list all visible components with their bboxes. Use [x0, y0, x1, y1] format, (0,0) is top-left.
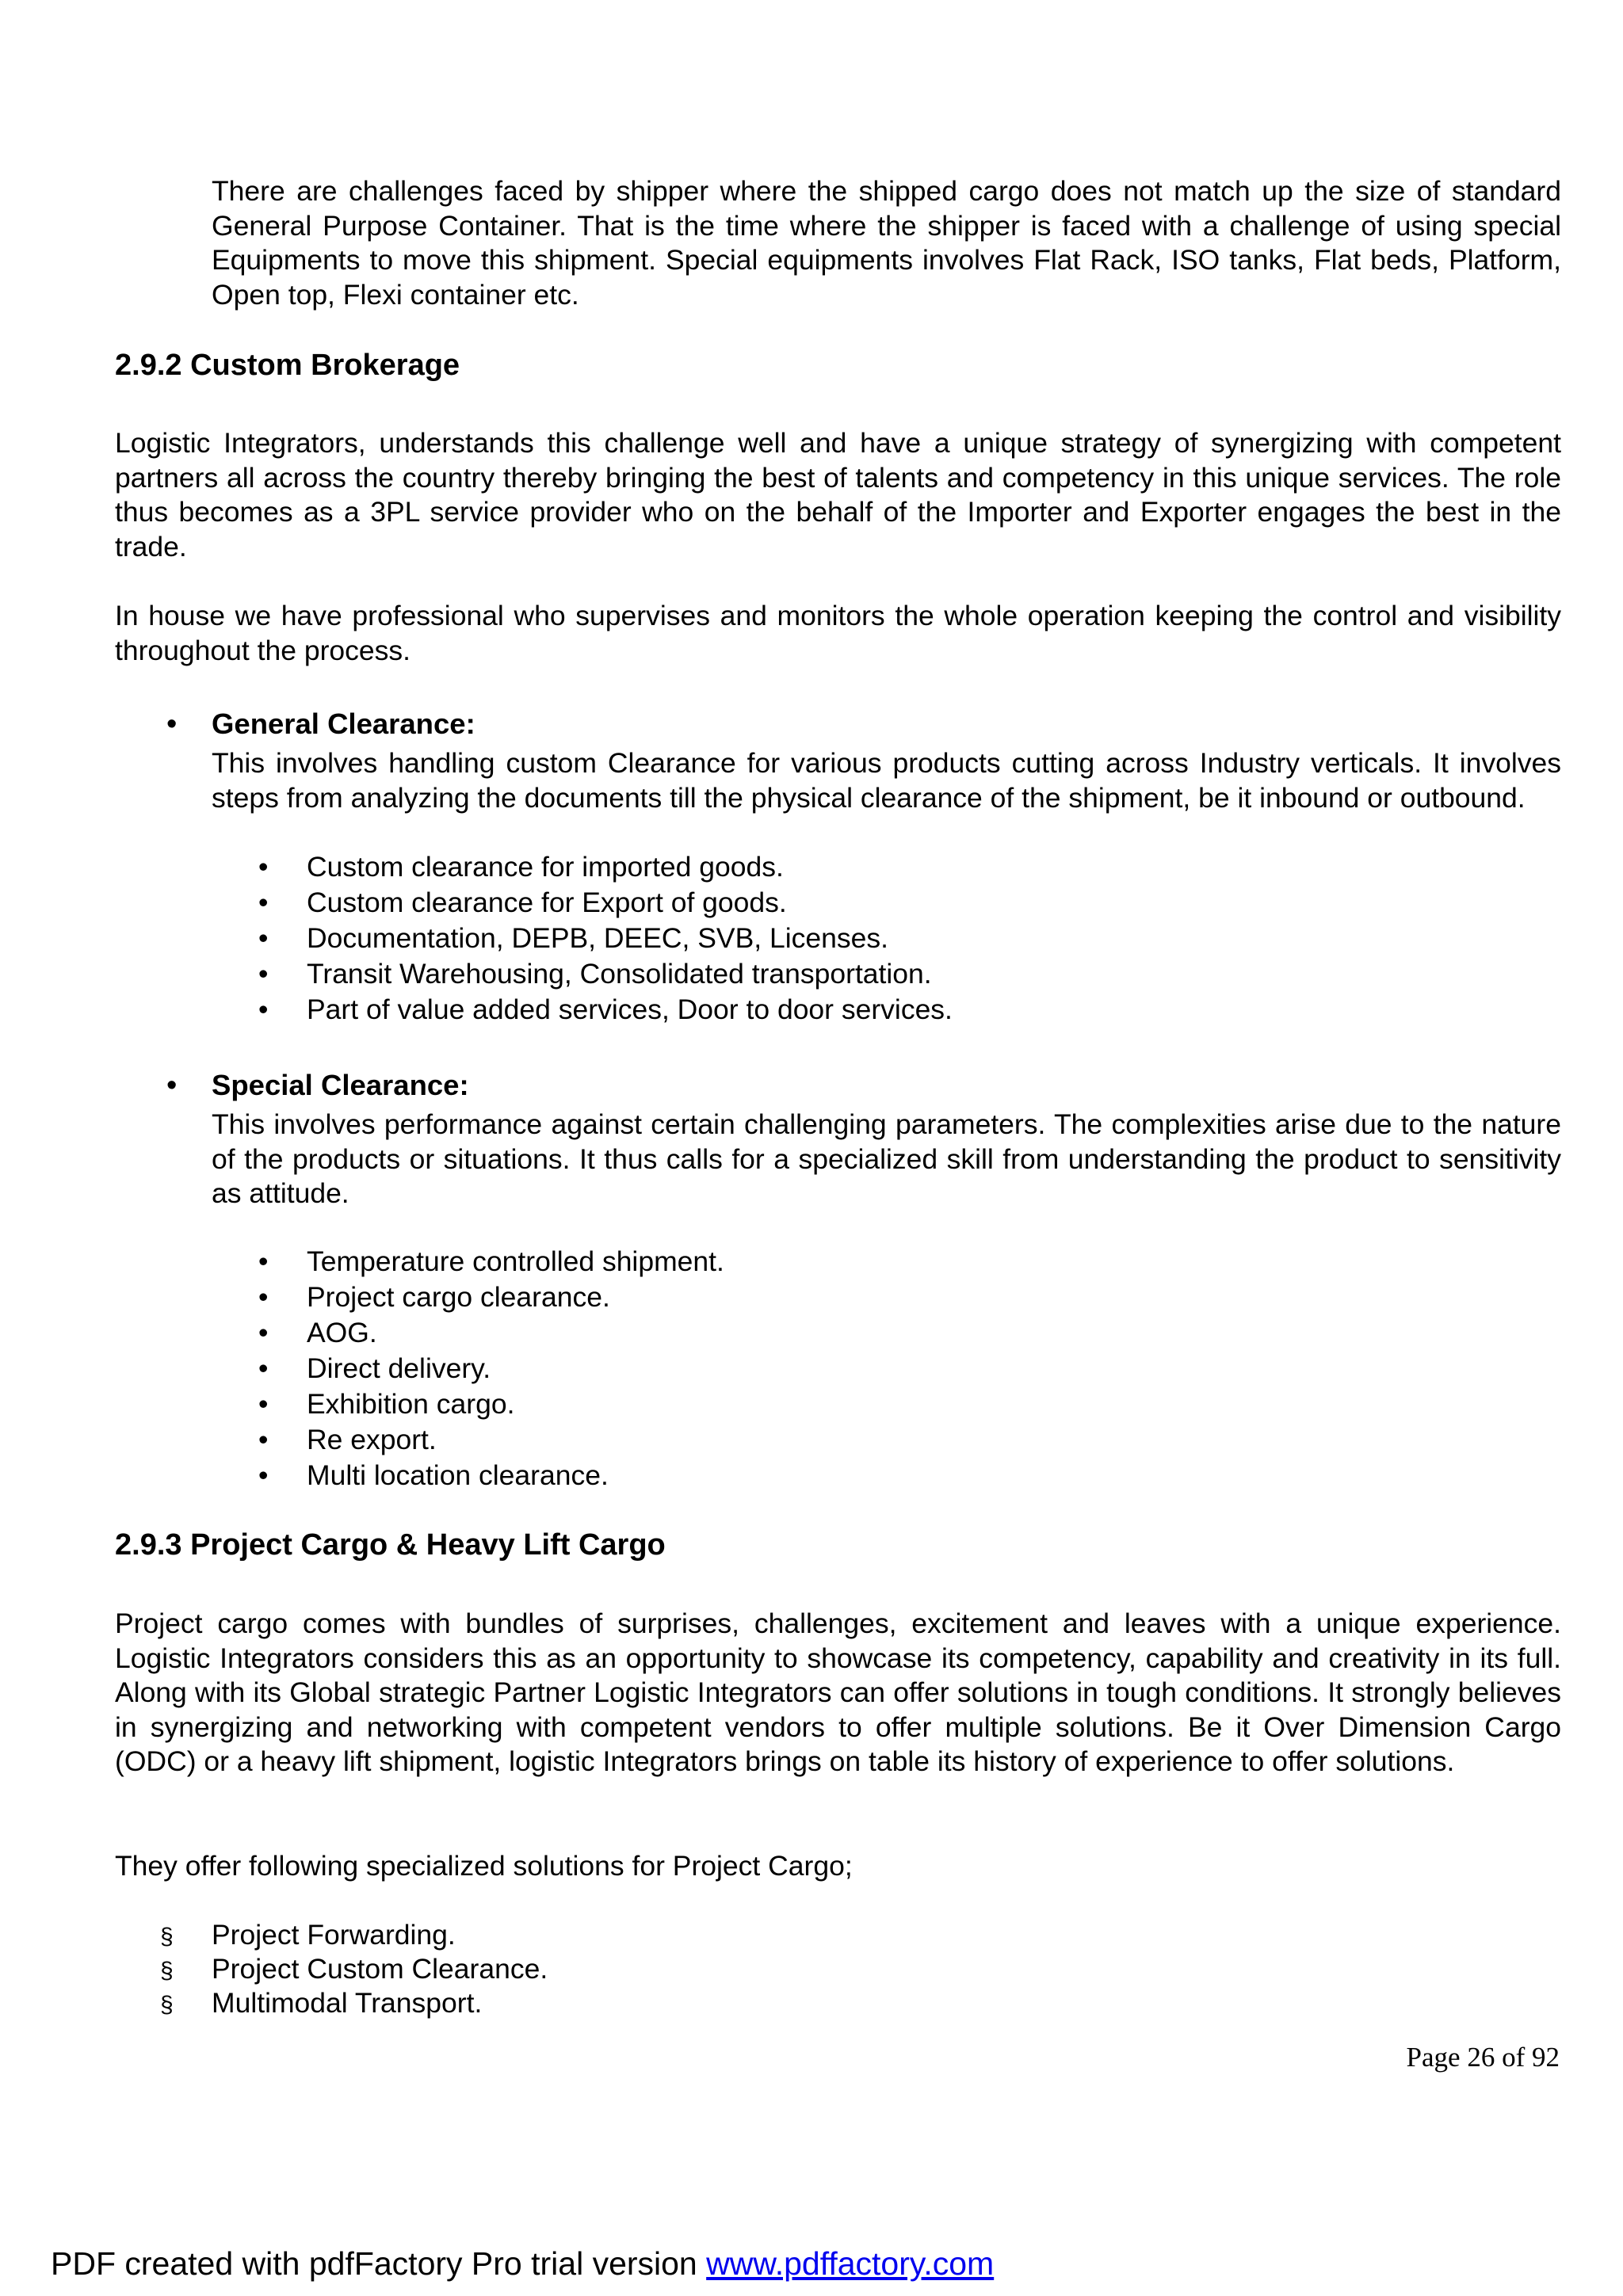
list-item [0, 1386, 1623, 1422]
project-cargo-paragraph-1: Project cargo comes with bundles of surprises, challenges, excitement and leaves with a unique experience. Logistic Integrators considers this as an opportunity to showcase its competency, capability and creativity in its full. Along with its Global strategic Partner Logistic Integrators can offer solutions in tough conditions. It strongly believes in synergizing and networking with competent vendors to offer multiple solutions. Be it Over Dimension Cargo (ODC) or a heavy lift shipment, logistic Integrators brings on table its history of experience to offer solutions. [115, 1608, 1561, 1777]
bullet-icon: • [166, 707, 178, 741]
list-item-text: Temperature controlled shipment. [307, 1245, 724, 1277]
bullet-icon: • [258, 1424, 269, 1455]
list-item [0, 1280, 1623, 1315]
general-clearance-title: General Clearance: [212, 707, 475, 740]
pdf-footer [51, 2244, 994, 2283]
section-sign-icon: § [160, 1958, 174, 1984]
special-clearance-paragraph: This involves performance against certain challenging parameters. The complexities arise due to the nature of the products or situations. It thus calls for a specialized skill from understanding the product to sensitivity as attitude. [212, 1108, 1561, 1209]
bullet-icon: • [258, 1245, 269, 1277]
bullet-icon: • [258, 1459, 269, 1491]
bullet-icon: • [258, 922, 269, 954]
list-item [0, 1985, 1623, 2021]
bullet-icon: • [258, 851, 269, 883]
list-item [0, 1422, 1623, 1458]
list-item [0, 885, 1623, 921]
list-item-text: Project Forwarding. [212, 1919, 456, 1951]
list-item-text: Direct delivery. [307, 1352, 491, 1384]
list-item-text: Part of value added services, Door to door services. [307, 994, 953, 1025]
list-item [0, 1244, 1623, 1280]
bullet-icon: • [258, 958, 269, 990]
section-sign-icon: § [160, 1992, 174, 2018]
footer-text: PDF created with pdfFactory Pro trial version [51, 2245, 707, 2282]
intro-paragraph: There are challenges faced by shipper where the shipped cargo does not match up the size of standard General Purpose Container. That is the time where the shipper is faced with a challenge of using special Equipments to move this shipment. Special equipments involves Flat Rack, ISO tanks, Flat beds, Platform, Open top, Flexi container etc. [212, 175, 1561, 311]
list-item [0, 1458, 1623, 1493]
general-clearance-paragraph: This involves handling custom Clearance for various products cutting across Industry verticals. It involves steps from analyzing the documents till the physical clearance of the shipment, be it inbound or outbound. [212, 747, 1561, 814]
list-item-text: Multi location clearance. [307, 1459, 609, 1491]
list-item [0, 849, 1623, 885]
list-item-text: Exhibition cargo. [307, 1388, 515, 1420]
section-heading-project-cargo: 2.9.3 Project Cargo & Heavy Lift Cargo [115, 1528, 666, 1562]
list-item-text: Multimodal Transport. [212, 1987, 483, 2019]
bullet-icon: • [258, 1352, 269, 1384]
list-item-text: Project Custom Clearance. [212, 1953, 548, 1985]
list-item-text: Transit Warehousing, Consolidated transportation. [307, 958, 932, 990]
bullet-icon: • [258, 1388, 269, 1420]
section-sign-icon: § [160, 1924, 174, 1950]
bullet-icon: • [258, 1317, 269, 1348]
list-item [0, 1951, 1623, 1987]
project-cargo-paragraph-2: They offer following specialized solutions for Project Cargo; [115, 1850, 853, 1882]
list-item [0, 992, 1623, 1028]
bullet-icon: • [258, 1281, 269, 1313]
page-number: Page 26 of 92 [1406, 2042, 1560, 2073]
list-item [0, 1351, 1623, 1386]
list-item-text: Custom clearance for Export of goods. [307, 887, 787, 918]
pdffactory-link[interactable]: www.pdffactory.com [706, 2245, 995, 2282]
list-item [0, 1315, 1623, 1351]
custom-brokerage-paragraph-2: In house we have professional who supervises and monitors the whole operation keeping the control and visibility throughout the process. [115, 600, 1561, 666]
bullet-icon: • [166, 1069, 178, 1102]
bullet-icon: • [258, 887, 269, 918]
list-item [0, 1917, 1623, 1953]
special-clearance-title: Special Clearance: [212, 1069, 469, 1101]
list-item-text: Project cargo clearance. [307, 1281, 610, 1313]
bullet-icon: • [258, 994, 269, 1025]
list-item [0, 921, 1623, 956]
custom-brokerage-paragraph-1: Logistic Integrators, understands this challenge well and have a unique strategy of synergizing with competent partners all across the country thereby bringing the best of talents and competency in this unique services. The role thus becomes as a 3PL service provider who on the behalf of the Importer and Exporter engages the best in the trade. [115, 427, 1561, 563]
section-heading-custom-brokerage: 2.9.2 Custom Brokerage [115, 349, 460, 382]
list-item-text: Re export. [307, 1424, 437, 1455]
list-item-text: AOG. [307, 1317, 377, 1348]
list-item-text: Custom clearance for imported goods. [307, 851, 784, 883]
list-item [0, 956, 1623, 992]
list-item-text: Documentation, DEPB, DEEC, SVB, Licenses. [307, 922, 888, 954]
